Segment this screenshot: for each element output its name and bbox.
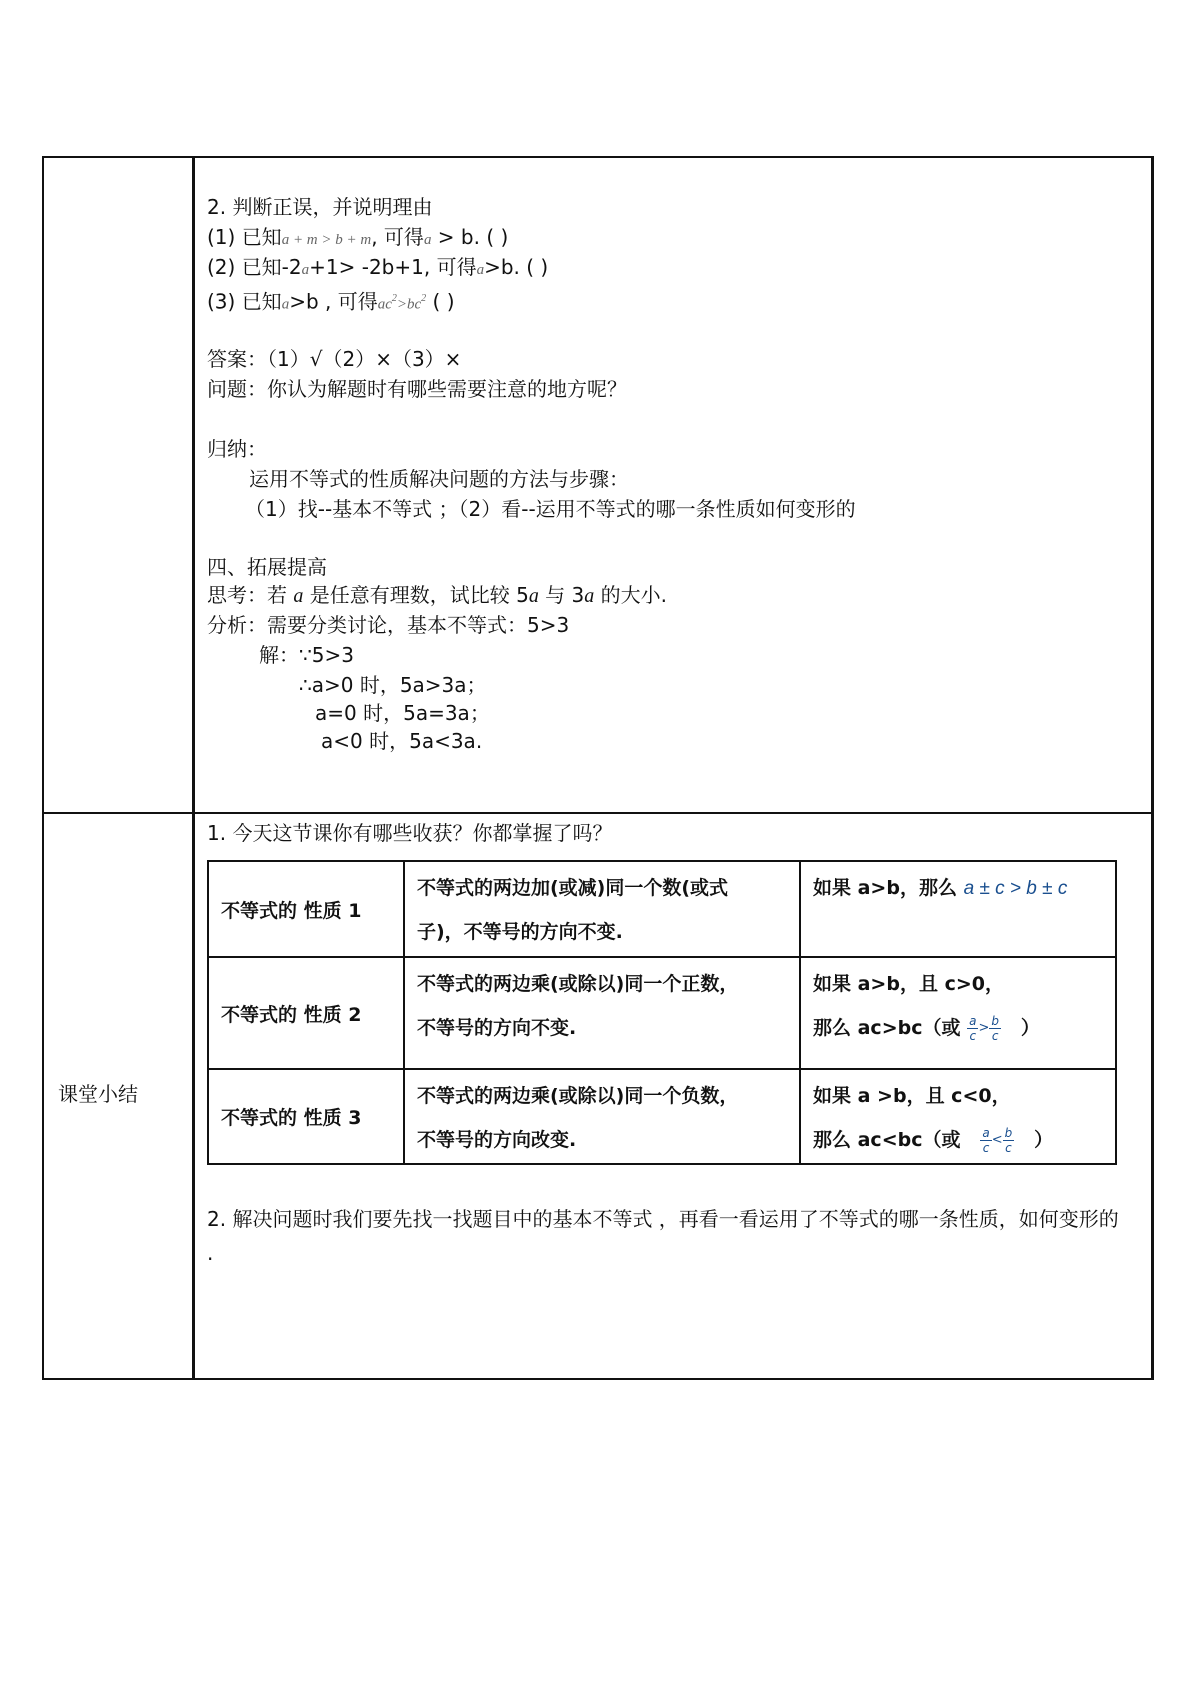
- property-desc-3-line1: 不等式的两边乘(或除以)同一个负数，: [417, 1085, 739, 1107]
- property-example-2: [800, 957, 1116, 1069]
- q2-2-a: a: [301, 262, 310, 278]
- property-example-3-line2: [813, 1118, 1103, 1163]
- solution-line-3: a=0 时，5a=3a；: [315, 701, 490, 725]
- summary-q2: 2. 解决问题时我们要先找一找题目中的基本不等式 ，再看一看运用了不等式的哪一条性质，如何变形的 .: [207, 1207, 1119, 1265]
- summary-title: 归纳：: [207, 437, 267, 461]
- lesson-table: [42, 156, 1154, 1380]
- property-example-1-math: a ± c > b ± c: [963, 878, 1068, 899]
- analysis-line: 分析：需要分类讨论，基本不等式：5>3: [207, 613, 570, 637]
- properties-table: [207, 860, 1117, 1165]
- property-desc-2-line2: 不等号的方向不变.: [417, 1017, 577, 1039]
- q2-item-1: [207, 224, 508, 253]
- property-desc-3-line2: 不等号的方向改变.: [417, 1129, 577, 1151]
- q2-title: 2. 判断正误，并说明理由: [207, 195, 433, 219]
- q2-item-3: (3) 已知a>b , 可得$ac^2>bc^2$ ( ): [207, 289, 455, 314]
- q2-1-mid: , 可得: [371, 225, 424, 249]
- property-desc-1-line1: 不等式的两边加(或减)同一个数(或式: [417, 877, 729, 899]
- property-example-3-tail: ）: [1034, 1129, 1054, 1151]
- think-tail: 的大小.: [600, 583, 667, 607]
- think-a: a: [293, 585, 304, 607]
- property-example-3-prefix: 那么 ac<bc（或: [813, 1129, 961, 1151]
- q2-2-mid: +1> -2b+1, 可得: [309, 255, 477, 279]
- q2-3-tail: ( ): [432, 289, 455, 314]
- property-desc-1-line2: 子)，不等号的方向不变.: [417, 921, 623, 943]
- summary-line-2: （1）找--基本不等式 ；（2）看--运用不等式的哪一条性质如何变形的: [245, 497, 856, 521]
- q2-2-tail: >b. ( ): [484, 255, 549, 279]
- answer-line: 答案：（1）√（2）×（3）×: [207, 347, 462, 371]
- solution-line-1: 解：∵5>3: [259, 643, 354, 667]
- q2-3-gt: >bc: [396, 296, 422, 313]
- solution-line-2: ∴a>0 时，5a>3a；: [299, 673, 487, 697]
- class-summary-label: 课堂小结: [58, 1082, 138, 1106]
- summary-line-1: 运用不等式的性质解决问题的方法与步骤：: [249, 467, 629, 491]
- fraction-b-over-c: $\frac{b}{c}$: [1004, 1126, 1013, 1155]
- property-desc-1: [404, 861, 800, 957]
- q2-1-tail: > b. ( ): [437, 225, 509, 249]
- q2-1-prefix: (1) 已知: [207, 225, 282, 249]
- q2-3-mid: >b , 可得: [289, 289, 378, 314]
- fraction-operator: >: [978, 1020, 990, 1036]
- property-desc-3: [404, 1069, 800, 1164]
- q2-1-a: a: [423, 232, 432, 248]
- fraction-operator: <: [991, 1132, 1003, 1148]
- row-label-cell: [43, 813, 194, 1379]
- solution-line-4: a<0 时，5a<3a.: [321, 729, 483, 753]
- property-example-2-prefix: 那么 ac>bc（或: [813, 1017, 961, 1039]
- property-example-2-line2: [813, 1006, 1103, 1051]
- property-desc-2: [404, 957, 800, 1069]
- think-prefix: 思考：若: [207, 583, 287, 607]
- fraction-b-over-c: $\frac{b}{c}$: [991, 1014, 999, 1043]
- property-example-1-prefix: 如果 a>b，那么: [813, 877, 957, 899]
- think-mid2: 与 3: [545, 583, 585, 607]
- property-row-2: [208, 957, 1116, 1069]
- q2-2-a2: a: [476, 262, 485, 278]
- property-name-3: 不等式的 性质 3: [208, 1069, 404, 1164]
- property-example-2-tail: ）: [1020, 1017, 1040, 1039]
- property-row-1: [208, 861, 1116, 957]
- property-name-2: 不等式的 性质 2: [208, 957, 404, 1069]
- q2-3-a: a: [281, 296, 290, 313]
- think-line: [207, 582, 667, 609]
- q2-3-prefix: (3) 已知: [207, 289, 282, 314]
- fraction-a-over-c: $\frac{a}{c}$: [969, 1014, 977, 1043]
- property-example-1: [800, 861, 1116, 957]
- q2-2-prefix: (2) 已知-2: [207, 255, 302, 279]
- property-example-3-line1: 如果 a >b，且 c<0，: [813, 1085, 1011, 1107]
- summary-content: [194, 813, 1153, 1379]
- extension-title: 四、拓展提高: [207, 555, 327, 579]
- q2-3-ac: ac: [377, 296, 392, 313]
- question-line: 问题：你认为解题时有哪些需要注意的地方呢？: [207, 377, 627, 401]
- think-mid1: 是任意有理数，试比较 5: [309, 583, 529, 607]
- property-name-1: 不等式的 性质 1: [208, 861, 404, 957]
- row-practice: [43, 157, 1153, 813]
- property-example-2-line1: 如果 a>b，且 c>0，: [813, 973, 1004, 995]
- row-class-summary: [43, 813, 1153, 1379]
- q2-1-expr: a + m > b + m: [281, 232, 372, 248]
- think-a2: a: [528, 585, 539, 607]
- property-desc-2-line1: 不等式的两边乘(或除以)同一个正数，: [417, 973, 739, 995]
- q2-item-2: [207, 254, 548, 283]
- summary-q1: 1. 今天这节课你有哪些收获？你都掌握了吗？: [207, 821, 613, 845]
- practice-content: [194, 157, 1153, 813]
- property-example-3: [800, 1069, 1116, 1164]
- fraction-a-over-c: $\frac{a}{c}$: [982, 1126, 990, 1155]
- property-row-3: [208, 1069, 1116, 1164]
- think-a3: a: [584, 585, 595, 607]
- row-label-empty: [43, 157, 194, 813]
